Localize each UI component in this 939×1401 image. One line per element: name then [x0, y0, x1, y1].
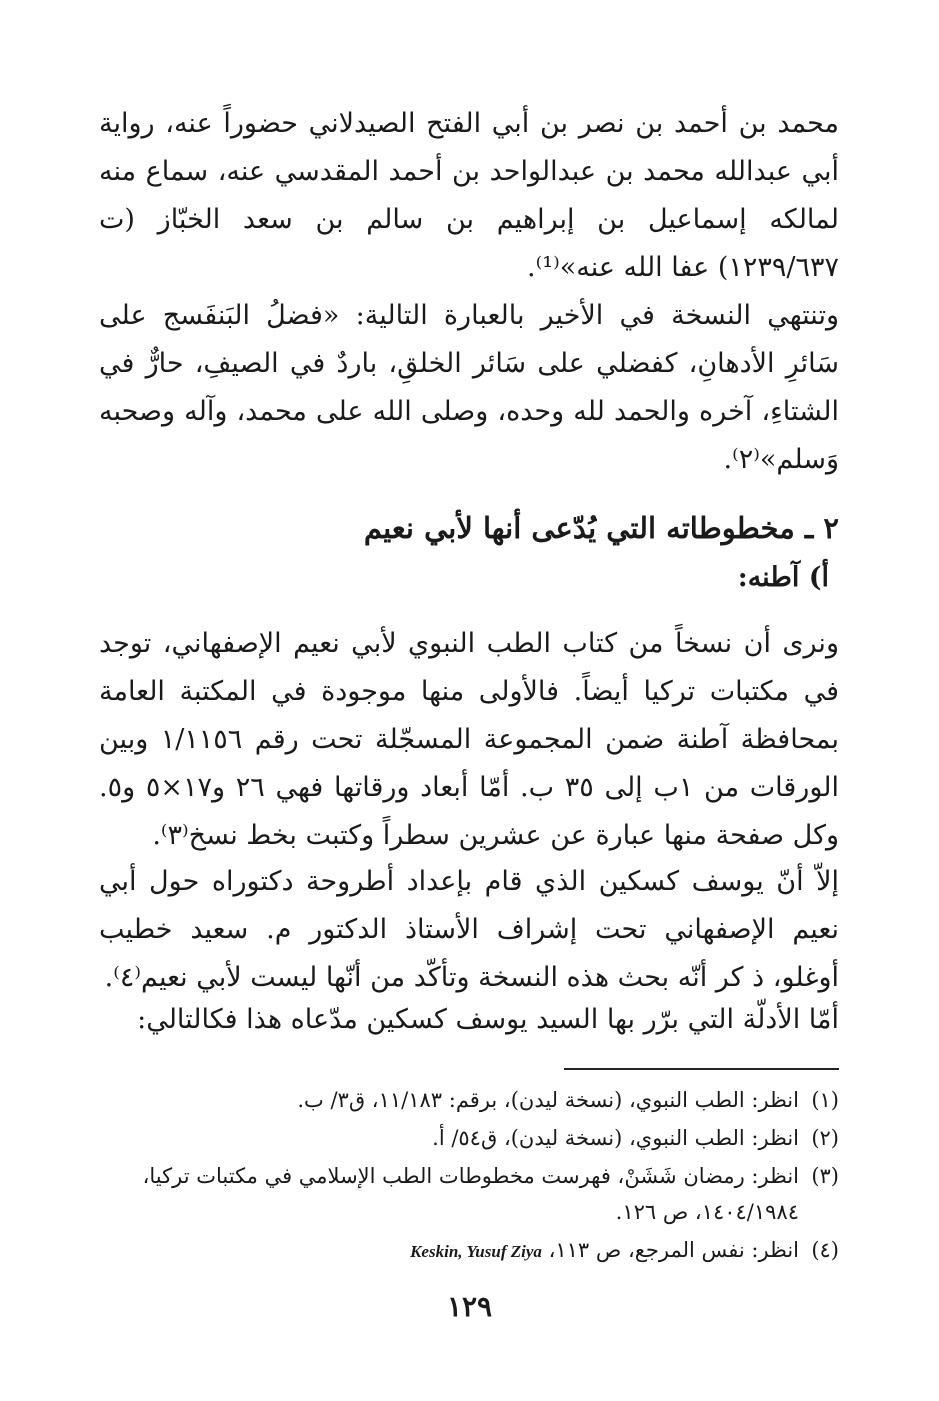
- footnote-separator: [564, 1068, 839, 1070]
- footnote-number: (٢): [811, 1126, 839, 1150]
- footnote-4: [99, 1232, 839, 1270]
- paragraph-keskin-thesis: إلاّ أنّ يوسف كسكين الذي قام بإعداد أطروحة دكتوراه حول أبي نعيم الإصفهاني تحت إشراف الأستاذ الدكتور م. سعيد خطيب أوغلو، ذ كر أنّه بحث هذه النسخة وتأكّد من أنّها ليست لأبي نعيم⁽٤⁾.: [99, 866, 839, 993]
- paragraph-adana-copy: ونرى أن نسخاً من كتاب الطب النبوي لأبي نعيم الإصفهاني، توجد في مكتبات تركيا أيضاً. فالأولى منها موجودة في المكتبة العامة بمحافظة آطنة ضمن المجموعة المسجّلة تحت رقم ١/١١٥٦ وبين الورقات من ١ب إلى ٣٥ ب. أمّا أبعاد ورقاتها فهي ٢٦ و١٧×٥ و٥. وكل صفحة منها عبارة عن عشرين سطراً وكتبت بخط نسخ⁽٣⁾.: [99, 628, 840, 851]
- page-number: ١٢٩: [446, 1290, 493, 1323]
- footnote-text: [99, 1232, 799, 1270]
- section-heading-attributed-manuscripts: ٢ ـ مخطوطاته التي يُدّعى أنها لأبي نعيم: [363, 511, 839, 545]
- footnote-2: [99, 1120, 839, 1156]
- footnote-text: انظر: الطب النبوي، (نسخة ليدن)، برقم: ١١/١٨٣، ق٣/ ب.: [297, 1088, 799, 1112]
- subsection-heading-adana: أ) آطنه:: [737, 562, 829, 593]
- footnote-text-arabic: انظر: نفس المرجع، ص ١١٣،: [548, 1238, 799, 1262]
- footnote-3: [99, 1158, 839, 1230]
- footnote-text: انظر: رمضان شَشَنْ، فهرست مخطوطات الطب الإسلامي في مكتبات تركيا، ١٤٠٤/١٩٨٤، ص ١٢٦.: [142, 1164, 799, 1224]
- footnote-1: [99, 1082, 839, 1118]
- footnote-text: انظر: الطب النبوي، (نسخة ليدن)، ق٥٤/ أ.: [432, 1126, 799, 1150]
- footnote-number: (٣): [811, 1164, 839, 1188]
- footnote-latin-reference: Keskin, Yusuf Ziya: [410, 1242, 542, 1261]
- paragraph-closing-phrase: وتنتهي النسخة في الأخير بالعبارة التالية: «فضلُ البَنفَسج على سَائرِ الأدهانِ، كفضلي على سَائر الخلقِ، باردٌ في الصيفِ، حارٌّ في الشتاءِ، آخره والحمد لله وحده، وصلى الله على محمد، وآله وصحبه وَسلم»⁽٢⁾.: [99, 300, 839, 475]
- paragraph-manuscript-ending-chain: محمد بن أحمد بن نصر بن أبي الفتح الصيدلاني حضوراً عنه، رواية أبي عبدالله محمد بن عبدالواحد بن أحمد المقدسي عنه، سماع منه لمالكه إسماعيل بن إبراهيم بن سالم بن سعد الخبّاز (ت ١٢٣٩/٦٣٧) عفا الله عنه»⁽¹⁾.: [99, 108, 839, 283]
- paragraph-evidence-intro: أمّا الأدلّة التي برّر بها السيد يوسف كسكين مدّعاه هذا فكالتالي:: [137, 1004, 839, 1035]
- footnote-number: (١): [811, 1088, 839, 1112]
- footnote-number: (٤): [811, 1238, 839, 1262]
